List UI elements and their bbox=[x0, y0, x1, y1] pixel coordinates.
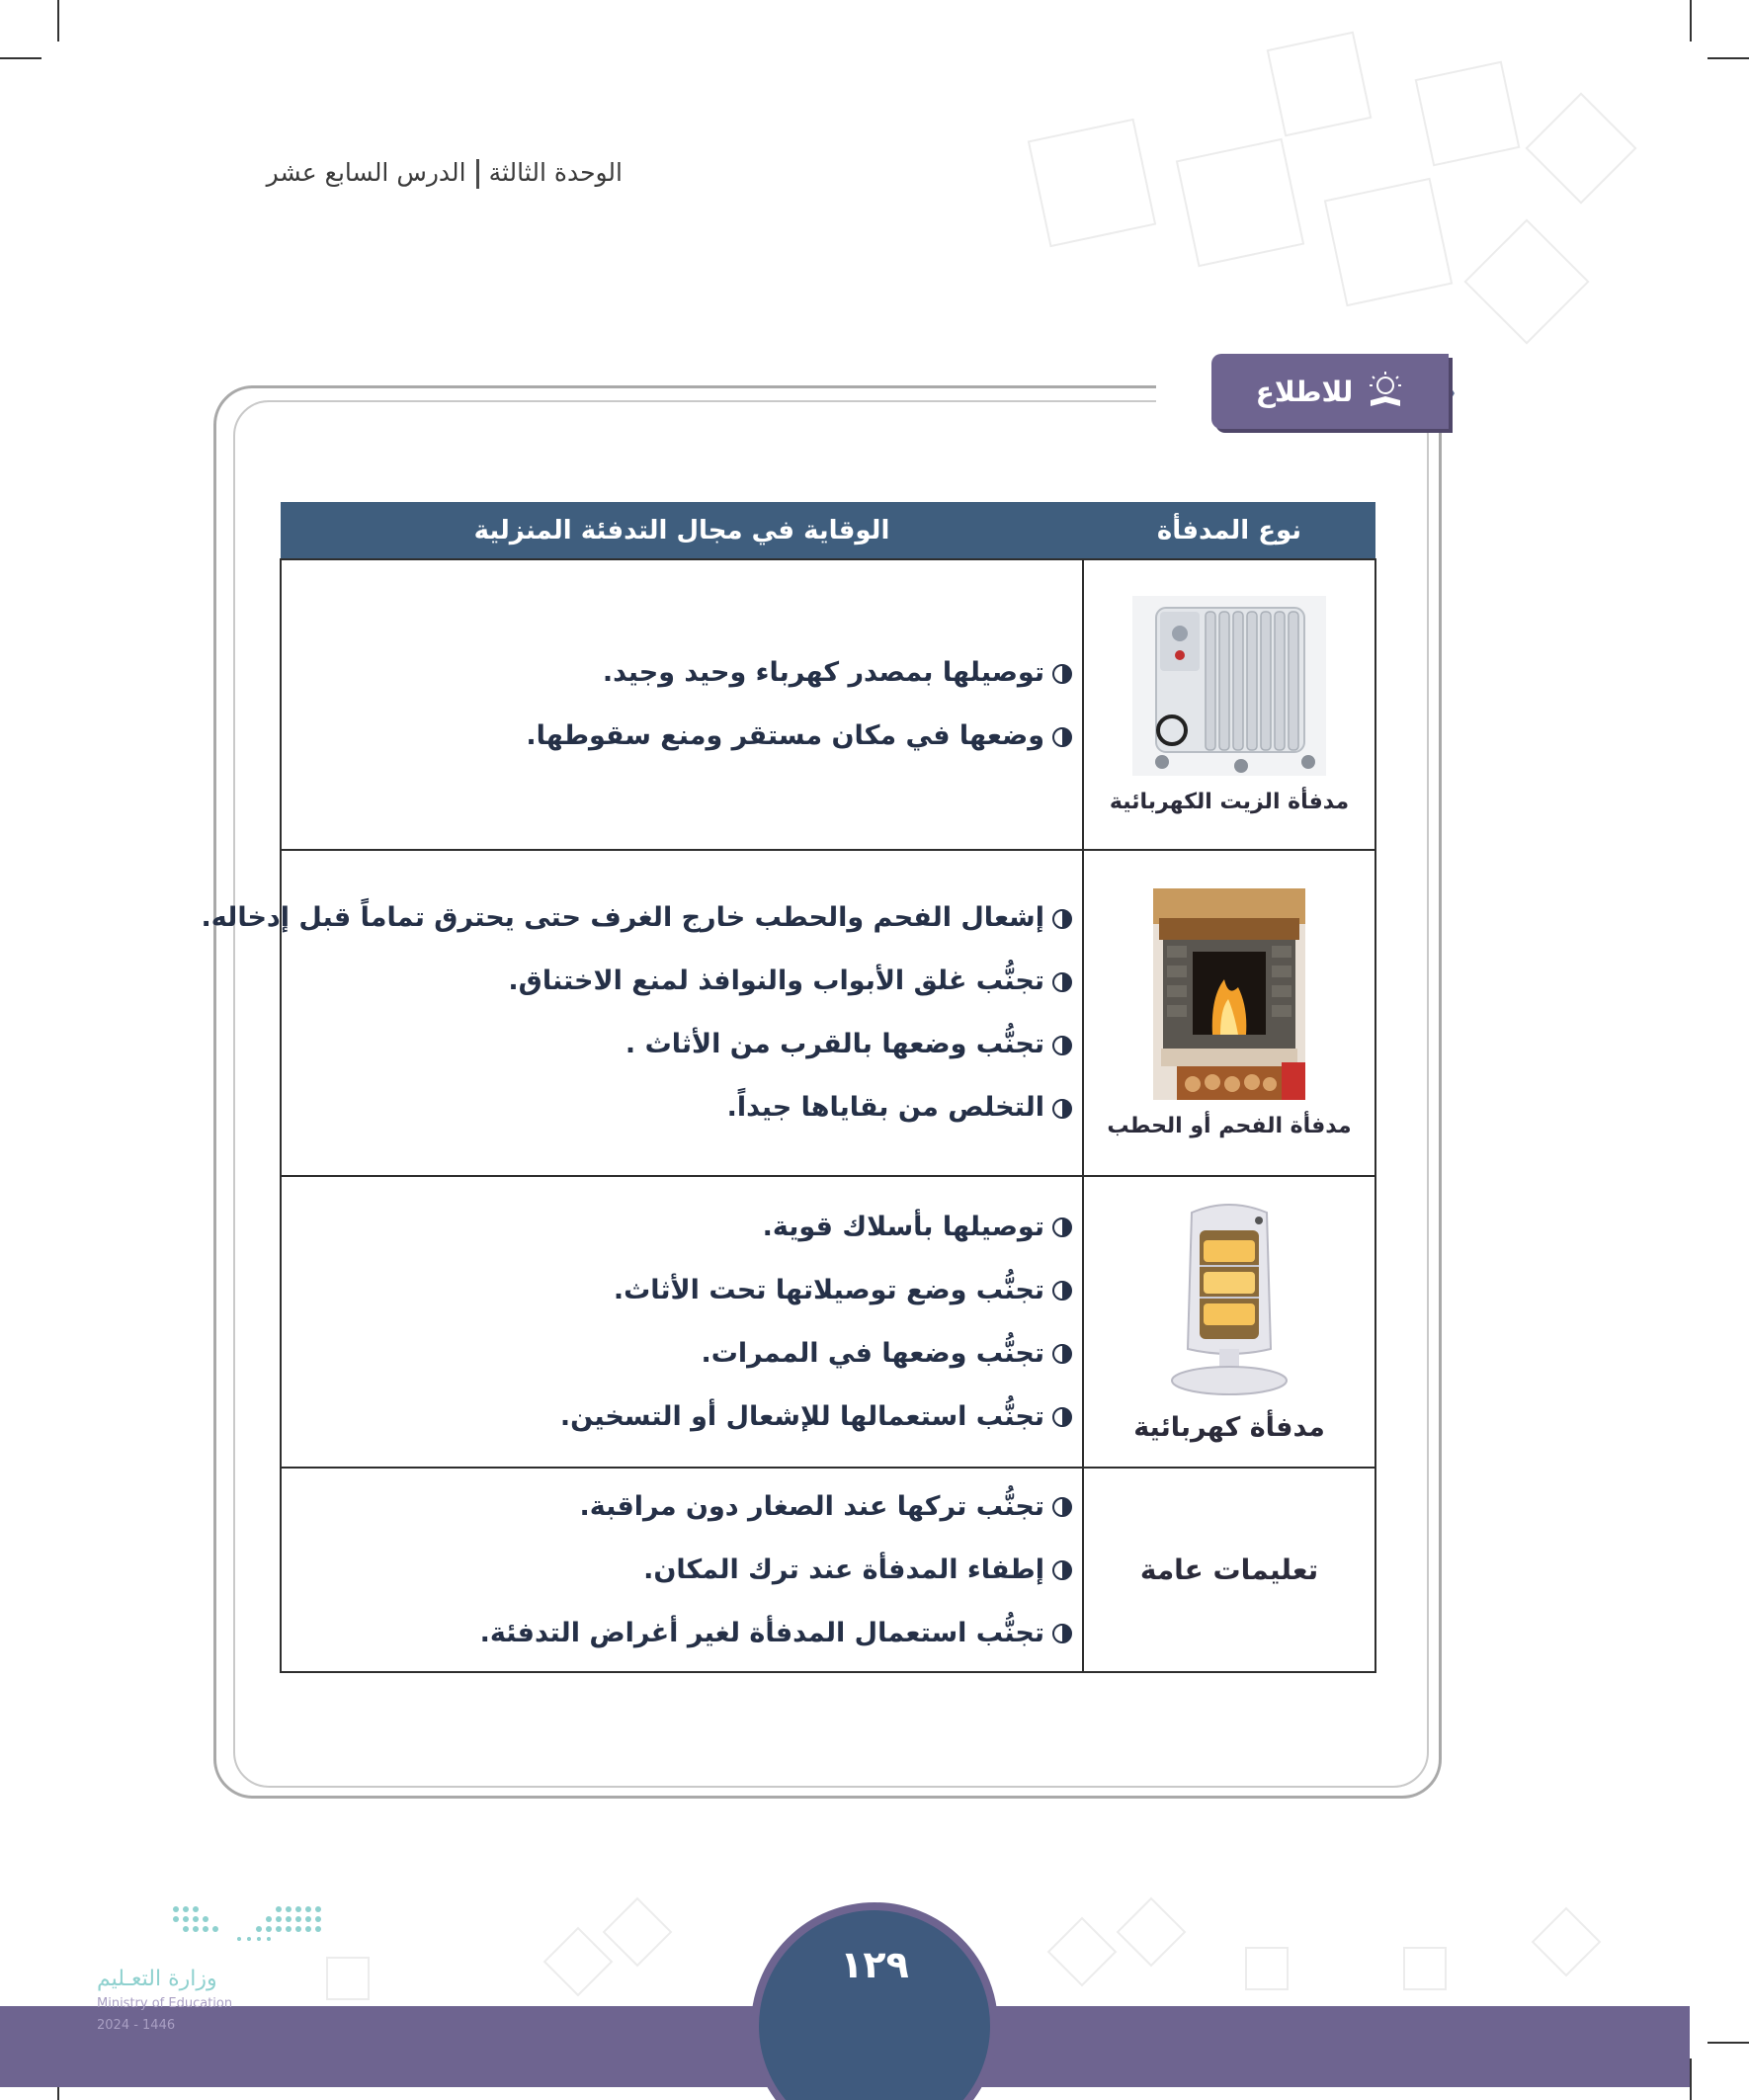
list-item bbox=[282, 641, 1072, 705]
type-name: مدفأة كهربائية bbox=[1133, 1412, 1325, 1443]
tip-text: توصيلها بأسلاك قوية. bbox=[762, 1211, 1044, 1242]
fireplace-image bbox=[1153, 888, 1305, 1100]
tip-text: إطفاء المدفأة عند ترك المكان. bbox=[643, 1554, 1044, 1585]
half-circle-bullet-icon bbox=[1052, 1407, 1072, 1427]
half-circle-bullet-icon bbox=[1052, 727, 1072, 747]
type-name: تعليمات عامة bbox=[1139, 1554, 1319, 1586]
decorative-square bbox=[1267, 32, 1373, 137]
decorative-square bbox=[1245, 1947, 1289, 1990]
heating-safety-table bbox=[201, 502, 1376, 1673]
ministry-name: وزارة التعـليم bbox=[97, 1967, 217, 1991]
half-circle-bullet-icon bbox=[1052, 909, 1072, 929]
tips-list bbox=[282, 641, 1082, 768]
decorative-square bbox=[1463, 218, 1589, 344]
crop-mark bbox=[1707, 57, 1749, 59]
table-row bbox=[281, 559, 1375, 850]
type-name: مدفأة الزيت الكهربائية bbox=[1109, 789, 1350, 814]
type-name: مدفأة الفحم أو الحطب bbox=[1107, 1113, 1352, 1138]
half-circle-bullet-icon bbox=[1052, 1281, 1072, 1301]
list-item bbox=[282, 1259, 1072, 1322]
tip-text: وضعها في مكان مستقر ومنع سقوطها. bbox=[526, 720, 1044, 751]
list-item bbox=[282, 705, 1072, 768]
half-circle-bullet-icon bbox=[1052, 664, 1072, 684]
decorative-square bbox=[1525, 92, 1636, 204]
tips-cell bbox=[281, 1468, 1083, 1672]
crop-mark bbox=[1707, 2042, 1749, 2044]
decorative-square bbox=[1117, 1897, 1187, 1968]
section-tag-label: للاطلاع bbox=[1255, 375, 1354, 408]
tip-text: التخلص من بقاياها جيداً. bbox=[726, 1092, 1044, 1123]
list-item bbox=[282, 1475, 1072, 1539]
lightbulb-book-icon bbox=[1367, 371, 1404, 412]
half-circle-bullet-icon bbox=[1052, 1344, 1072, 1364]
page-header bbox=[208, 158, 623, 189]
list-item bbox=[282, 1322, 1072, 1386]
tips-list bbox=[282, 1475, 1082, 1665]
half-circle-bullet-icon bbox=[1052, 1560, 1072, 1580]
crop-mark bbox=[1690, 0, 1692, 42]
list-item bbox=[282, 950, 1072, 1013]
tip-text: تجنُّب استعمالها للإشعال أو التسخين. bbox=[559, 1400, 1044, 1432]
tips-list bbox=[201, 886, 1082, 1139]
header-separator bbox=[476, 159, 479, 189]
type-cell bbox=[1083, 1468, 1375, 1672]
crop-mark bbox=[0, 57, 42, 59]
electric-heater-image bbox=[1164, 1201, 1294, 1398]
decorative-square bbox=[326, 1957, 370, 2000]
list-item bbox=[282, 1539, 1072, 1602]
tip-text: تجنُّب غلق الأبواب والنوافذ لمنع الاختناق. bbox=[508, 966, 1044, 996]
table-row bbox=[281, 850, 1375, 1176]
table-header-row bbox=[281, 502, 1375, 559]
oil-heater-image bbox=[1132, 596, 1326, 776]
crop-mark bbox=[1690, 2058, 1692, 2100]
crop-mark bbox=[57, 0, 59, 42]
edition-year: 2024 - 1446 bbox=[97, 2018, 176, 2033]
ministry-logo-dots-icon bbox=[170, 1903, 324, 1947]
decorative-square bbox=[603, 1897, 673, 1968]
tip-text: تجنُّب وضعها بالقرب من الأثاث . bbox=[625, 1029, 1044, 1059]
half-circle-bullet-icon bbox=[1052, 1218, 1072, 1237]
list-item bbox=[282, 1602, 1072, 1665]
lesson-title: الدرس السابع عشر bbox=[266, 158, 466, 187]
decorative-square bbox=[1028, 119, 1156, 247]
tips-cell bbox=[281, 559, 1083, 850]
header-type: نوع المدفأة bbox=[1083, 502, 1375, 559]
page-number-badge bbox=[751, 1902, 998, 2100]
tip-text: تجنُّب وضع توصيلاتها تحت الأثاث. bbox=[613, 1274, 1044, 1305]
list-item bbox=[282, 1196, 1072, 1259]
list-item bbox=[282, 1076, 1072, 1139]
tip-text: توصيلها بمصدر كهرباء وحيد وجيد. bbox=[602, 657, 1044, 688]
decorative-square bbox=[1176, 138, 1304, 267]
tips-cell bbox=[201, 850, 1083, 1176]
type-cell bbox=[1083, 559, 1375, 850]
tip-text: تجنُّب استعمال المدفأة لغير أغراض التدفئة. bbox=[479, 1617, 1044, 1648]
list-item bbox=[201, 886, 1072, 950]
decorative-square bbox=[543, 1927, 614, 1997]
tips-cell bbox=[281, 1176, 1083, 1468]
ministry-name-en: Ministry of Education bbox=[97, 1996, 233, 2011]
tips-list bbox=[282, 1196, 1082, 1449]
half-circle-bullet-icon bbox=[1052, 1497, 1072, 1517]
decorative-square bbox=[1047, 1917, 1118, 1987]
tip-text: إشعال الفحم والحطب خارج الغرف حتى يحترق تماماً قبل إدخاله. bbox=[201, 902, 1044, 933]
section-tag bbox=[1211, 354, 1449, 429]
page-number: ١٢٩ bbox=[840, 1943, 909, 1986]
table-row bbox=[281, 1468, 1375, 1672]
decorative-square bbox=[1415, 61, 1521, 167]
half-circle-bullet-icon bbox=[1052, 1036, 1072, 1055]
decorative-square bbox=[1532, 1907, 1602, 1977]
type-cell bbox=[1083, 1176, 1375, 1468]
type-cell bbox=[1083, 850, 1375, 1176]
unit-title: الوحدة الثالثة bbox=[488, 158, 623, 187]
half-circle-bullet-icon bbox=[1052, 972, 1072, 992]
list-item bbox=[282, 1013, 1072, 1076]
tip-text: تجنُّب وضعها في الممرات. bbox=[701, 1337, 1044, 1369]
half-circle-bullet-icon bbox=[1052, 1624, 1072, 1643]
list-item bbox=[282, 1386, 1072, 1449]
decorative-square bbox=[1403, 1947, 1447, 1990]
table-row bbox=[281, 1176, 1375, 1468]
decorative-square bbox=[1324, 178, 1453, 306]
half-circle-bullet-icon bbox=[1052, 1099, 1072, 1119]
header-prevention: الوقاية في مجال التدفئة المنزلية bbox=[281, 502, 1083, 559]
tip-text: تجنُّب تركها عند الصغار دون مراقبة. bbox=[579, 1490, 1044, 1522]
